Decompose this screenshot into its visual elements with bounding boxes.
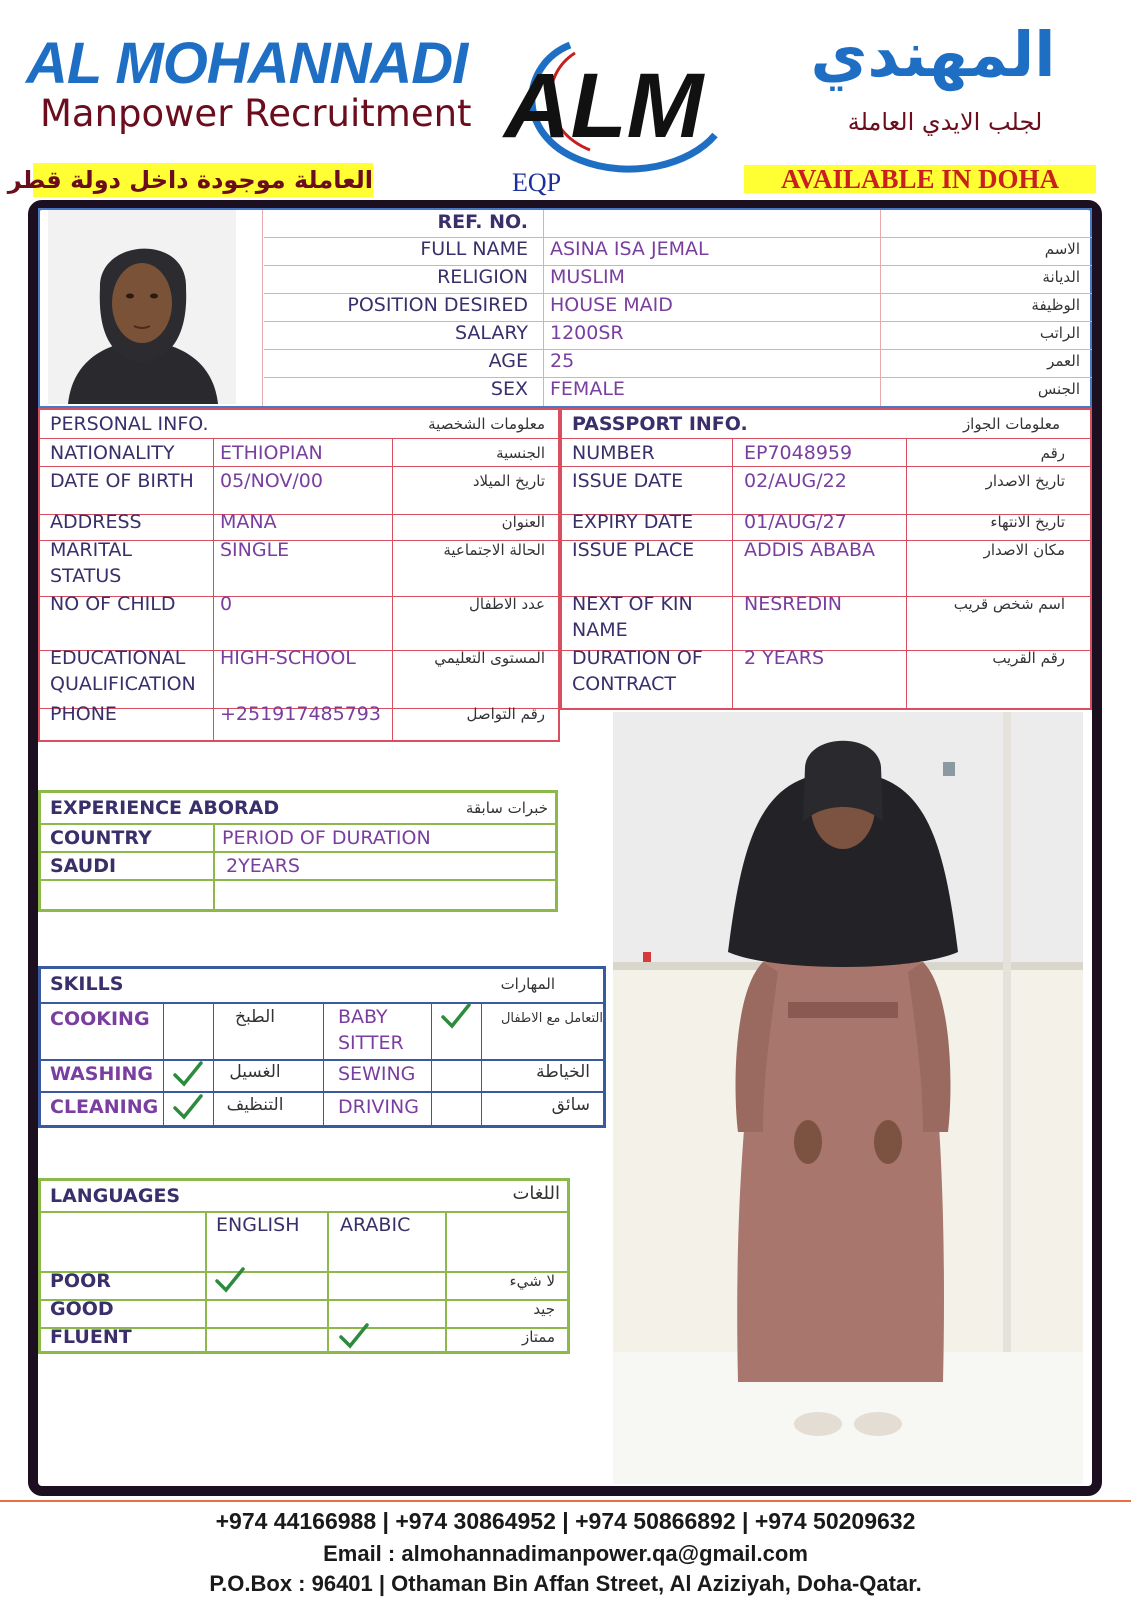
language-level-good-arabic: جيد bbox=[533, 1300, 555, 1318]
sex-value: FEMALE bbox=[550, 378, 625, 400]
children-arabic: عدد الاطفال bbox=[469, 595, 545, 613]
next-of-kin-value: NESREDIN bbox=[744, 593, 842, 615]
english-poor-check-icon bbox=[214, 1266, 246, 1294]
religion-arabic: الديانة bbox=[1042, 268, 1080, 286]
company-tagline-english: Manpower Recruitment bbox=[40, 92, 472, 135]
skill-washing-arabic: الغسيل bbox=[229, 1062, 281, 1082]
skill-sewing-label: SEWING bbox=[338, 1063, 416, 1085]
nationality-value: ETHIOPIAN bbox=[220, 442, 323, 464]
experience-period-value: 2YEARS bbox=[226, 855, 300, 877]
children-label: NO OF CHILD bbox=[50, 593, 176, 615]
address-label: ADDRESS bbox=[50, 511, 142, 533]
languages-title: LANGUAGES bbox=[50, 1185, 181, 1207]
salary-value: 1200SR bbox=[550, 322, 624, 344]
position-arabic: الوظيفة bbox=[1031, 296, 1080, 314]
passport-number-label: NUMBER bbox=[572, 442, 655, 464]
code-label: EQP bbox=[512, 168, 562, 197]
full-body-photo bbox=[613, 712, 1083, 1484]
skill-cleaning-check-icon bbox=[172, 1093, 204, 1121]
language-level-fluent: FLUENT bbox=[50, 1326, 132, 1348]
contract-duration-value: 2 YEARS bbox=[744, 647, 824, 669]
passport-number-arabic: رقم bbox=[1040, 444, 1065, 462]
available-banner-arabic: العاملة موجودة داخل دولة قطر bbox=[33, 163, 373, 197]
sex-label: SEX bbox=[490, 378, 528, 400]
position-label: POSITION DESIRED bbox=[347, 294, 528, 316]
skill-baby-sitter-label: BABY SITTER bbox=[338, 1006, 404, 1054]
marital-status-arabic: الحالة الاجتماعية bbox=[443, 541, 545, 559]
education-value: HIGH-SCHOOL bbox=[220, 647, 356, 669]
phone-value: +251917485793 bbox=[220, 703, 381, 725]
issue-date-value: 02/AUG/22 bbox=[744, 470, 847, 492]
salary-arabic: الراتب bbox=[1039, 324, 1080, 342]
phone-label: PHONE bbox=[50, 703, 117, 725]
education-arabic: المستوى التعليمي bbox=[434, 649, 545, 667]
alm-logo-text: ALM bbox=[504, 55, 704, 157]
ref-no-label: REF. NO. bbox=[437, 211, 528, 233]
passport-number-value: EP7048959 bbox=[744, 442, 853, 464]
experience-country-header: COUNTRY bbox=[50, 827, 152, 849]
education-label: EDUCATIONAL QUALIFICATION bbox=[50, 647, 196, 695]
expiry-date-value: 01/AUG/27 bbox=[744, 511, 847, 533]
address-arabic: العنوان bbox=[501, 513, 545, 531]
experience-period-header: PERIOD OF DURATION bbox=[222, 827, 431, 849]
next-of-kin-label: NEXT OF KIN NAME bbox=[572, 593, 693, 641]
language-level-poor: POOR bbox=[50, 1270, 111, 1292]
company-name-english: AL MOHANNADI bbox=[26, 31, 468, 96]
footer-divider bbox=[0, 1500, 1131, 1502]
dob-label: DATE OF BIRTH bbox=[50, 470, 194, 492]
language-level-good: GOOD bbox=[50, 1298, 114, 1320]
alm-logo bbox=[500, 25, 730, 175]
expiry-date-label: EXPIRY DATE bbox=[572, 511, 694, 533]
experience-title: EXPERIENCE ABORAD bbox=[50, 797, 280, 819]
skill-cooking-label: COOKING bbox=[50, 1008, 150, 1030]
skill-driving-arabic: سائق bbox=[551, 1095, 590, 1115]
skill-baby-sitter-check-icon bbox=[440, 1002, 472, 1030]
issue-place-value: ADDIS ABABA bbox=[744, 539, 876, 561]
company-name-arabic: المهندي bbox=[810, 18, 1056, 91]
language-level-fluent-arabic: ممتاز bbox=[521, 1328, 555, 1346]
footer-address: P.O.Box : 96401 | Othaman Bin Affan Street, Al Aziziyah, Doha-Qatar. bbox=[209, 1571, 922, 1596]
full-name-value: ASINA ISA JEMAL bbox=[550, 238, 709, 260]
languages-title-arabic: اللغات bbox=[512, 1183, 560, 1204]
age-arabic: العمر bbox=[1047, 352, 1080, 370]
full-name-label: FULL NAME bbox=[420, 238, 528, 260]
contract-duration-label: DURATION OF CONTRACT bbox=[572, 647, 703, 695]
available-banner: AVAILABLE IN DOHA bbox=[744, 165, 1096, 193]
language-arabic-header: ARABIC bbox=[340, 1214, 411, 1236]
issue-date-label: ISSUE DATE bbox=[572, 470, 684, 492]
issue-place-label: ISSUE PLACE bbox=[572, 539, 695, 561]
passport-info-title-arabic: معلومات الجواز bbox=[962, 415, 1060, 433]
skill-sewing-arabic: الخياطة bbox=[536, 1062, 590, 1082]
issue-date-arabic: تاريخ الاصدار bbox=[985, 472, 1065, 490]
issue-place-arabic: مكان الاصدار bbox=[983, 541, 1065, 559]
language-level-poor-arabic: لا شيء bbox=[509, 1272, 555, 1290]
sex-arabic: الجنس bbox=[1037, 380, 1080, 398]
experience-country-value: SAUDI bbox=[50, 855, 117, 877]
language-english-header: ENGLISH bbox=[216, 1214, 300, 1236]
skill-cleaning-label: CLEANING bbox=[50, 1096, 159, 1118]
personal-info-title-arabic: معلومات الشخصية bbox=[428, 415, 545, 433]
nationality-arabic: الجنسية bbox=[496, 444, 545, 462]
experience-title-arabic: خبرات سابقة bbox=[465, 799, 548, 817]
children-value: 0 bbox=[220, 593, 233, 615]
contract-duration-arabic: رقم القريب bbox=[992, 649, 1065, 667]
skills-title: SKILLS bbox=[50, 973, 124, 995]
skill-washing-check-icon bbox=[172, 1060, 204, 1088]
dob-value: 05/NOV/00 bbox=[220, 470, 323, 492]
age-value: 25 bbox=[550, 350, 575, 372]
skills-title-arabic: المهارات bbox=[500, 975, 555, 993]
skill-washing-label: WASHING bbox=[50, 1063, 153, 1085]
nationality-label: NATIONALITY bbox=[50, 442, 175, 464]
skill-baby-sitter-arabic: التعامل مع الاطفال bbox=[500, 1011, 603, 1026]
skill-cooking-arabic: الطبخ bbox=[235, 1007, 275, 1027]
arabic-fluent-check-icon bbox=[338, 1322, 370, 1350]
dob-arabic: تاريخ الميلاد bbox=[472, 472, 545, 490]
company-tagline-arabic: لجلب الايدي العاملة bbox=[847, 108, 1043, 136]
phone-arabic: رقم التواصل bbox=[466, 705, 545, 723]
full-name-arabic: الاسم bbox=[1044, 240, 1080, 258]
marital-status-value: SINGLE bbox=[220, 539, 290, 561]
personal-info-title: PERSONAL INFO. bbox=[50, 413, 209, 435]
religion-value: MUSLIM bbox=[550, 266, 625, 288]
skill-driving-label: DRIVING bbox=[338, 1096, 419, 1118]
marital-status-label: MARITAL STATUS bbox=[50, 539, 132, 587]
expiry-date-arabic: تاريخ الانتهاء bbox=[990, 513, 1065, 531]
age-label: AGE bbox=[488, 350, 528, 372]
passport-info-title: PASSPORT INFO. bbox=[572, 413, 748, 435]
next-of-kin-arabic: اسم شخص قريب bbox=[953, 595, 1065, 613]
salary-label: SALARY bbox=[454, 322, 528, 344]
footer-email: Email : almohannadimanpower.qa@gmail.com bbox=[323, 1541, 808, 1566]
position-value: HOUSE MAID bbox=[550, 294, 673, 316]
skill-cleaning-arabic: التنظيف bbox=[226, 1095, 284, 1115]
footer-phones: +974 44166988 | +974 30864952 | +974 50866892 | +974 50209632 bbox=[215, 1508, 916, 1534]
religion-label: RELIGION bbox=[437, 266, 528, 288]
address-value: MANA bbox=[220, 511, 277, 533]
